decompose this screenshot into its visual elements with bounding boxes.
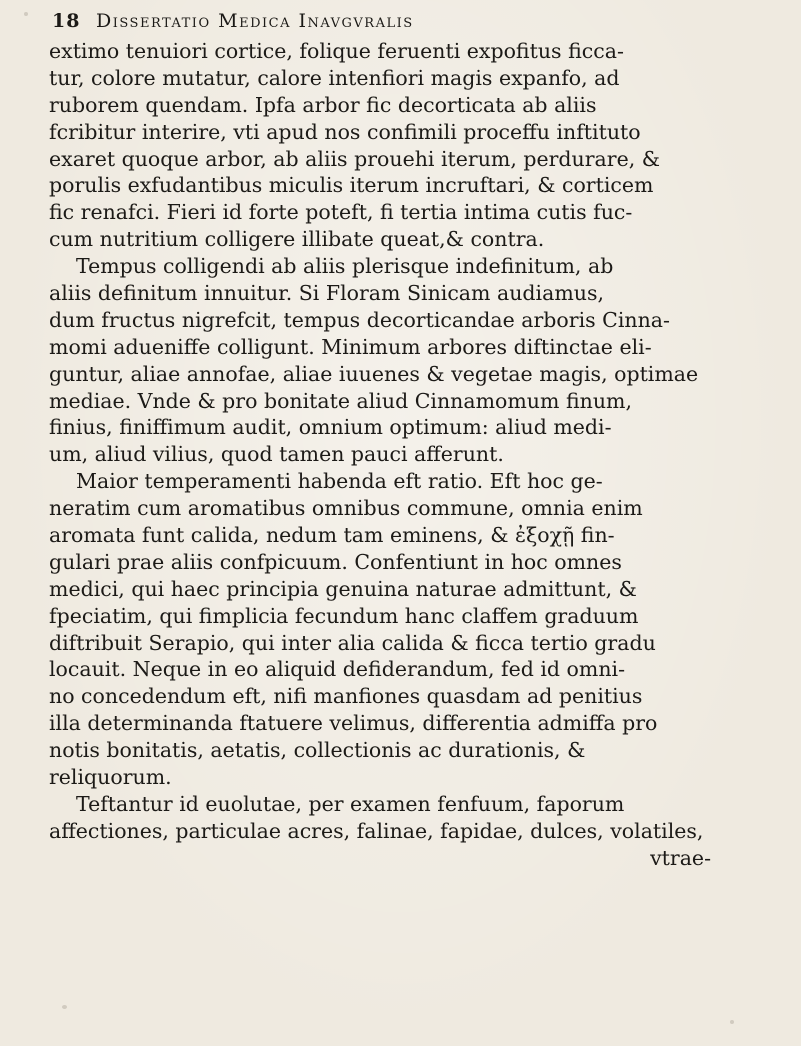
text-line: Teftantur id euolutae, per examen fenfuum, faporum xyxy=(76,791,625,816)
text-line: neratim cum aromatibus omnibus commune, omnia enim xyxy=(49,496,643,521)
text-line: Maior temperamenti habenda eft ratio. Eft hoc ge- xyxy=(76,469,603,494)
text-line: medici, qui haec principia genuina naturae admittunt, & xyxy=(49,576,637,601)
text-line: porulis exfudantibus miculis iterum incruftari, & corticem xyxy=(49,173,654,198)
text-line: aliis definitum innuitur. Si Floram Sinicam audiamus, xyxy=(49,281,604,306)
text-line: no concedendum eft, nifi manfiones quasdam ad penitius xyxy=(49,684,643,709)
text-line: Tempus colligendi ab aliis plerisque indefinitum, ab xyxy=(76,254,614,279)
text-line: extimo tenuiori cortice, folique feruenti expofitus ficca- xyxy=(49,39,624,63)
text-line: illa determinanda ftatuere velimus, differentia admiffa pro xyxy=(49,711,658,736)
text-line: fcribitur interire, vti apud nos confimili proceffu inftituto xyxy=(49,119,641,144)
text-line: diftribuit Serapio, qui inter alia calida & ficca tertio gradu xyxy=(49,630,656,655)
catchword: vtrae- xyxy=(650,845,711,870)
text-line: reliquorum. xyxy=(49,765,172,790)
text-line: um, aliud vilius, quod tamen pauci afferunt. xyxy=(49,442,504,467)
text-line: locauit. Neque in eo aliquid defiderandum, fed id omni- xyxy=(49,657,626,682)
running-title: Dissertatio Medica Inavgvralis xyxy=(96,10,414,32)
text-line: momi adueniffe colligunt. Minimum arbores diftinctae eli- xyxy=(49,334,652,359)
text-line: affectiones, particulae acres, falinae, fapidae, dulces, volatiles, xyxy=(49,818,704,843)
running-head xyxy=(52,8,772,38)
text-line: finius, finiffimum audit, omnium optimum: aliud medi- xyxy=(49,415,612,440)
text-line: fic renafci. Fieri id forte poteft, fi tertia intima cutis fuc- xyxy=(49,200,633,225)
foxing-spot xyxy=(730,1020,734,1024)
text-line: aromata funt calida, nedum tam eminens, & ἐξοχῇ fin- xyxy=(49,523,615,548)
text-line: mediae. Vnde & pro bonitate aliud Cinnamomum finum, xyxy=(49,388,632,413)
text-line: dum fructus nigrefcit, tempus decorticandae arboris Cinna- xyxy=(49,307,670,332)
text-line: notis bonitatis, aetatis, collectionis ac durationis, & xyxy=(49,738,586,763)
text-line: cum nutritium colligere illibate queat,& contra. xyxy=(49,227,545,252)
text-line: guntur, aliae annofae, aliae iuuenes & vegetae magis, optimae xyxy=(49,361,699,386)
body-text xyxy=(49,38,769,872)
page-number: 18 xyxy=(52,10,81,32)
text-line: exaret quoque arbor, ab aliis prouehi iterum, perdurare, & xyxy=(49,146,660,171)
foxing-spot xyxy=(62,1005,67,1009)
text-line: fpeciatim, qui fimplicia fecundum hanc claffem graduum xyxy=(49,603,639,628)
text-line: ruborem quendam. Ipfa arbor fic decorticata ab aliis xyxy=(49,92,597,117)
text-line: tur, colore mutatur, calore intenfiori magis expanfo, ad xyxy=(49,65,620,90)
foxing-spot xyxy=(24,12,28,16)
text-line: gulari prae aliis confpicuum. Confentiunt in hoc omnes xyxy=(49,549,622,574)
